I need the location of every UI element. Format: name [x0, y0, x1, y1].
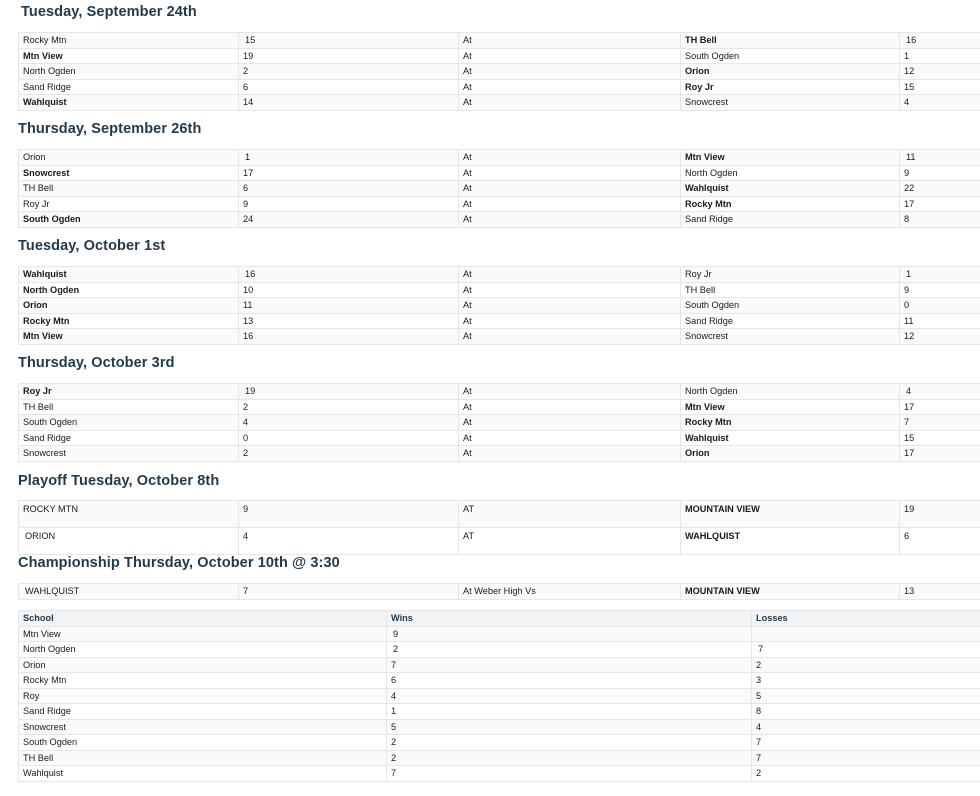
at-label: At — [459, 399, 681, 415]
away-team: TH Bell — [681, 282, 900, 298]
away-score: 16 — [900, 33, 980, 49]
at-label: At — [459, 212, 681, 228]
away-team: Roy Jr — [681, 79, 900, 95]
away-score: 17 — [900, 446, 980, 462]
at-label: At — [459, 95, 681, 111]
table-row — [19, 584, 980, 600]
away-team: Snowcrest — [681, 95, 900, 111]
home-score: 17 — [239, 165, 459, 181]
home-team: South Ogden — [19, 212, 239, 228]
at-label: At — [459, 329, 681, 345]
home-score: 0 — [239, 430, 459, 446]
away-team: South Ogden — [681, 48, 900, 64]
table-header-row — [19, 611, 980, 627]
away-score: 13 — [900, 584, 980, 600]
table-row — [19, 642, 980, 658]
away-score: 1 — [900, 48, 980, 64]
away-team: Snowcrest — [681, 329, 900, 345]
at-label: At — [459, 196, 681, 212]
at-label: At — [459, 267, 681, 283]
school-header: School — [19, 611, 387, 627]
losses-header: Losses — [752, 611, 980, 627]
games-table — [18, 32, 980, 111]
table-row — [19, 282, 980, 298]
table-row — [19, 626, 980, 642]
away-team: Wahlquist — [681, 181, 900, 197]
losses-value — [752, 626, 980, 642]
home-score: 11 — [239, 298, 459, 314]
away-score: 1 — [900, 267, 980, 283]
table-row — [19, 33, 980, 49]
home-score: 4 — [239, 415, 459, 431]
away-score: 17 — [900, 399, 980, 415]
playoff-title: Playoff Tuesday, October 8th — [18, 473, 220, 489]
home-score: 4 — [239, 528, 459, 555]
at-label: At — [459, 48, 681, 64]
at-label: At — [459, 282, 681, 298]
wins-value: 5 — [387, 719, 752, 735]
table-row — [19, 750, 980, 766]
home-team: ROCKY MTN — [19, 501, 239, 528]
table-row — [19, 79, 980, 95]
at-label: At — [459, 181, 681, 197]
home-score: 16 — [239, 267, 459, 283]
table-row — [19, 384, 980, 400]
away-team: Mtn View — [681, 399, 900, 415]
losses-value: 8 — [752, 704, 980, 720]
wins-value: 9 — [387, 626, 752, 642]
championship-table — [18, 583, 980, 600]
away-score: 6 — [900, 528, 980, 555]
away-team: MOUNTAIN VIEW — [681, 584, 900, 600]
away-score: 19 — [900, 501, 980, 528]
home-score: 7 — [239, 584, 459, 600]
at-label: AT — [459, 528, 681, 555]
at-label: At — [459, 313, 681, 329]
wins-value: 1 — [387, 704, 752, 720]
home-score: 6 — [239, 79, 459, 95]
home-team: Roy Jr — [19, 384, 239, 400]
away-team: Sand Ridge — [681, 313, 900, 329]
home-score: 2 — [239, 446, 459, 462]
losses-value: 2 — [752, 766, 980, 782]
school-name: Mtn View — [19, 626, 387, 642]
away-score: 15 — [900, 430, 980, 446]
away-score: 22 — [900, 181, 980, 197]
home-team: Mtn View — [19, 48, 239, 64]
away-team: North Ogden — [681, 165, 900, 181]
losses-value: 5 — [752, 688, 980, 704]
championship-title: Championship Thursday, October 10th @ 3:30 — [18, 555, 340, 571]
home-team: Sand Ridge — [19, 79, 239, 95]
table-row — [19, 64, 980, 80]
table-row — [19, 165, 980, 181]
table-row — [19, 501, 980, 528]
home-team: Wahlquist — [19, 95, 239, 111]
school-name: Sand Ridge — [19, 704, 387, 720]
home-team: North Ogden — [19, 282, 239, 298]
home-score: 6 — [239, 181, 459, 197]
away-team: Rocky Mtn — [681, 415, 900, 431]
table-row — [19, 329, 980, 345]
table-row — [19, 766, 980, 782]
at-label: At — [459, 33, 681, 49]
away-score: 9 — [900, 165, 980, 181]
school-name: South Ogden — [19, 735, 387, 751]
away-team: South Ogden — [681, 298, 900, 314]
home-team: South Ogden — [19, 415, 239, 431]
table-row — [19, 673, 980, 689]
home-score: 10 — [239, 282, 459, 298]
table-row — [19, 735, 980, 751]
school-name: Roy — [19, 688, 387, 704]
table-row — [19, 704, 980, 720]
table-row — [19, 688, 980, 704]
home-team: Snowcrest — [19, 446, 239, 462]
away-team: Roy Jr — [681, 267, 900, 283]
table-row — [19, 399, 980, 415]
wins-value: 2 — [387, 735, 752, 751]
home-score: 1 — [239, 150, 459, 166]
at-label: At Weber High Vs — [459, 584, 681, 600]
away-score: 9 — [900, 282, 980, 298]
at-label: At — [459, 384, 681, 400]
school-name: Wahlquist — [19, 766, 387, 782]
table-row — [19, 196, 980, 212]
school-name: TH Bell — [19, 750, 387, 766]
table-row — [19, 415, 980, 431]
away-score: 12 — [900, 64, 980, 80]
section-title: Tuesday, September 24th — [21, 4, 197, 20]
away-team: MOUNTAIN VIEW — [681, 501, 900, 528]
standings-table — [18, 610, 980, 782]
away-score: 15 — [900, 79, 980, 95]
losses-value: 3 — [752, 673, 980, 689]
away-score: 4 — [900, 95, 980, 111]
home-team: North Ogden — [19, 64, 239, 80]
away-team: Wahlquist — [681, 430, 900, 446]
home-team: Sand Ridge — [19, 430, 239, 446]
at-label: At — [459, 165, 681, 181]
away-score: 11 — [900, 150, 980, 166]
at-label: At — [459, 298, 681, 314]
home-score: 9 — [239, 501, 459, 528]
playoff-table — [18, 500, 980, 555]
table-row — [19, 719, 980, 735]
home-team: Roy Jr — [19, 196, 239, 212]
home-team: Rocky Mtn — [19, 33, 239, 49]
home-score: 16 — [239, 329, 459, 345]
away-score: 12 — [900, 329, 980, 345]
losses-value: 4 — [752, 719, 980, 735]
wins-value: 7 — [387, 766, 752, 782]
wins-value: 2 — [387, 750, 752, 766]
table-row — [19, 313, 980, 329]
at-label: At — [459, 415, 681, 431]
table-row — [19, 430, 980, 446]
home-score: 2 — [239, 64, 459, 80]
home-team: Rocky Mtn — [19, 313, 239, 329]
at-label: AT — [459, 501, 681, 528]
section-title: Tuesday, October 1st — [18, 238, 166, 254]
away-score: 11 — [900, 313, 980, 329]
home-team: WAHLQUIST — [19, 584, 239, 600]
section-title: Thursday, October 3rd — [18, 355, 175, 371]
losses-value: 7 — [752, 750, 980, 766]
losses-value: 7 — [752, 642, 980, 658]
wins-header: Wins — [387, 611, 752, 627]
school-name: North Ogden — [19, 642, 387, 658]
school-name: Snowcrest — [19, 719, 387, 735]
away-team: Orion — [681, 446, 900, 462]
away-team: TH Bell — [681, 33, 900, 49]
table-row — [19, 657, 980, 673]
school-name: Rocky Mtn — [19, 673, 387, 689]
table-row — [19, 212, 980, 228]
table-row — [19, 150, 980, 166]
home-team: TH Bell — [19, 181, 239, 197]
wins-value: 7 — [387, 657, 752, 673]
home-score: 9 — [239, 196, 459, 212]
at-label: At — [459, 79, 681, 95]
home-score: 13 — [239, 313, 459, 329]
home-team: Orion — [19, 150, 239, 166]
games-table — [18, 149, 980, 228]
losses-value: 7 — [752, 735, 980, 751]
losses-value: 2 — [752, 657, 980, 673]
table-row — [19, 528, 980, 555]
table-row — [19, 181, 980, 197]
home-score: 15 — [239, 33, 459, 49]
games-table — [18, 383, 980, 462]
at-label: At — [459, 64, 681, 80]
away-score: 17 — [900, 196, 980, 212]
section-title: Thursday, September 26th — [18, 121, 202, 137]
table-row — [19, 95, 980, 111]
away-score: 0 — [900, 298, 980, 314]
home-score: 19 — [239, 384, 459, 400]
away-team: Sand Ridge — [681, 212, 900, 228]
home-team: ORION — [19, 528, 239, 555]
wins-value: 6 — [387, 673, 752, 689]
home-team: Snowcrest — [19, 165, 239, 181]
at-label: At — [459, 446, 681, 462]
wins-value: 2 — [387, 642, 752, 658]
away-score: 8 — [900, 212, 980, 228]
home-score: 19 — [239, 48, 459, 64]
home-score: 24 — [239, 212, 459, 228]
wins-value: 4 — [387, 688, 752, 704]
away-team: WAHLQUIST — [681, 528, 900, 555]
away-team: Rocky Mtn — [681, 196, 900, 212]
table-row — [19, 267, 980, 283]
at-label: At — [459, 150, 681, 166]
table-row — [19, 446, 980, 462]
school-name: Orion — [19, 657, 387, 673]
home-team: Wahlquist — [19, 267, 239, 283]
home-score: 2 — [239, 399, 459, 415]
away-team: Orion — [681, 64, 900, 80]
table-row — [19, 48, 980, 64]
away-score: 4 — [900, 384, 980, 400]
home-team: TH Bell — [19, 399, 239, 415]
at-label: At — [459, 430, 681, 446]
home-score: 14 — [239, 95, 459, 111]
games-table — [18, 266, 980, 345]
away-team: North Ogden — [681, 384, 900, 400]
away-score: 7 — [900, 415, 980, 431]
table-row — [19, 298, 980, 314]
away-team: Mtn View — [681, 150, 900, 166]
home-team: Orion — [19, 298, 239, 314]
home-team: Mtn View — [19, 329, 239, 345]
